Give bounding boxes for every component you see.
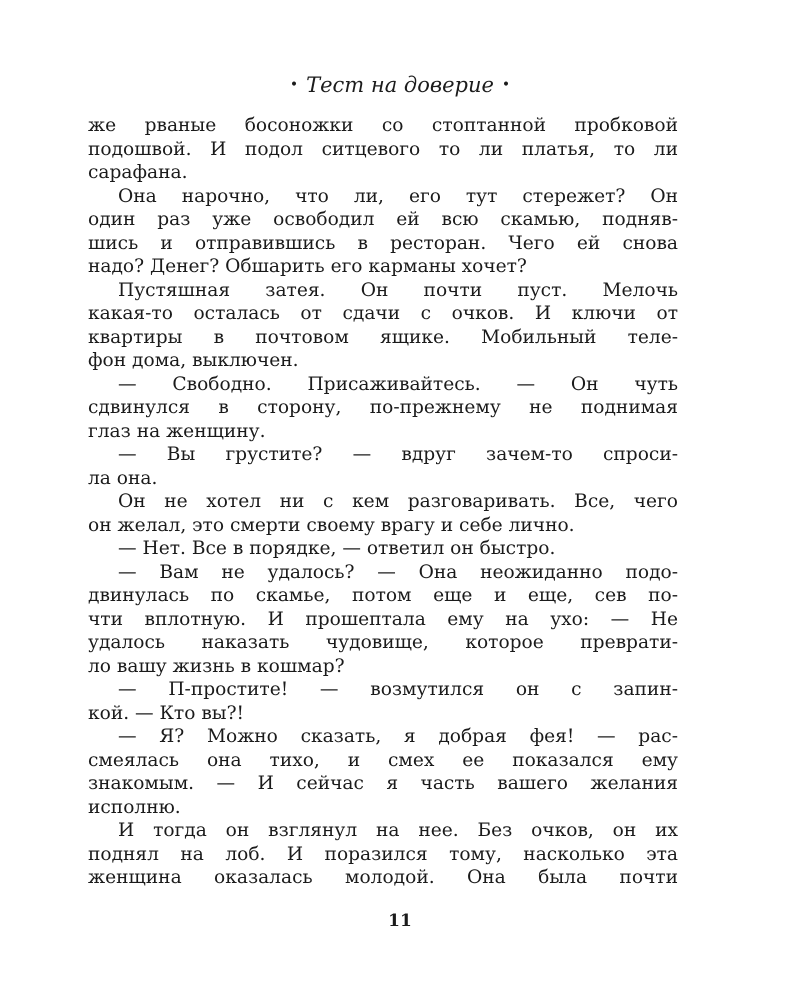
text-line: смеялась она тихо, и смех ее показался ему xyxy=(88,749,678,771)
text-line: шись и отправившись в ресторан. Чего ей снова xyxy=(88,232,678,254)
text-line: фон дома, выключен. xyxy=(88,350,299,371)
text-line: — Я? Можно сказать, я добрая фея! — рас- xyxy=(118,726,678,747)
text-line: Она нарочно, что ли, его тут стережет? Он xyxy=(118,185,678,207)
text-line: двинулась по скамье, потом еще и еще, сев по- xyxy=(88,585,678,606)
page-number: 11 xyxy=(388,911,412,931)
text-line: кой. — Кто вы?! xyxy=(88,702,245,724)
text-line: он желал, это смерти своему врагу и себе лично. xyxy=(88,514,575,536)
text-line: Он не хотел ни с кем разговаривать. Все, чего xyxy=(118,491,678,512)
text-line: — Нет. Все в порядке, — ответил он быстро. xyxy=(118,538,556,559)
text-line: подошвой. И подол ситцевого то ли платья, то ли xyxy=(88,138,678,160)
text-line: квартиры в почтовом ящике. Мобильный теле- xyxy=(88,326,678,348)
header-bullet-right: • xyxy=(501,76,511,93)
text-line: сарафана. xyxy=(88,162,188,183)
header-bullet-left: • xyxy=(289,76,299,93)
text-line: один раз уже освободил ей всю скамью, подняв- xyxy=(88,209,678,230)
text-line: женщина оказалась молодой. Она была почти xyxy=(88,867,678,888)
running-header xyxy=(0,70,800,102)
text-line: ло вашу жизнь в кошмар? xyxy=(88,655,345,677)
text-line: сдвинулся в сторону, по-прежнему не поднимая xyxy=(88,397,678,418)
text-line: глаз на женщину. xyxy=(88,420,266,442)
text-line: надо? Денег? Обшарить его карманы хочет? xyxy=(88,256,527,277)
text-line: И тогда он взглянул на нее. Без очков, он их xyxy=(118,820,678,841)
text-line: знакомым. — И сейчас я часть вашего желания xyxy=(88,773,678,794)
text-line: ла она. xyxy=(88,467,158,489)
text-line: — Вы грустите? — вдруг зачем-то спроси- xyxy=(118,444,678,465)
body-text xyxy=(88,114,678,890)
text-line: — П-простите! — возмутился он с запин- xyxy=(118,679,678,700)
text-line: чти вплотную. И прошептала ему на ухо: — Не xyxy=(88,608,678,630)
text-line: же рваные босоножки со стоптанной пробковой xyxy=(88,115,678,136)
text-line: удалось наказать чудовище, которое преврати- xyxy=(88,632,678,653)
text-line: — Свободно. Присаживайтесь. — Он чуть xyxy=(118,373,678,395)
text-line: Пустяшная затея. Он почти пуст. Мелочь xyxy=(118,279,678,301)
text-line: какая-то осталась от сдачи с очков. И ключи от xyxy=(88,303,678,324)
text-line: исполню. xyxy=(88,796,181,818)
header-title: Тест на доверие xyxy=(306,73,494,97)
text-line: — Вам не удалось? — Она неожиданно подо- xyxy=(118,561,678,583)
text-line: поднял на лоб. И поразился тому, насколько эта xyxy=(88,843,678,865)
